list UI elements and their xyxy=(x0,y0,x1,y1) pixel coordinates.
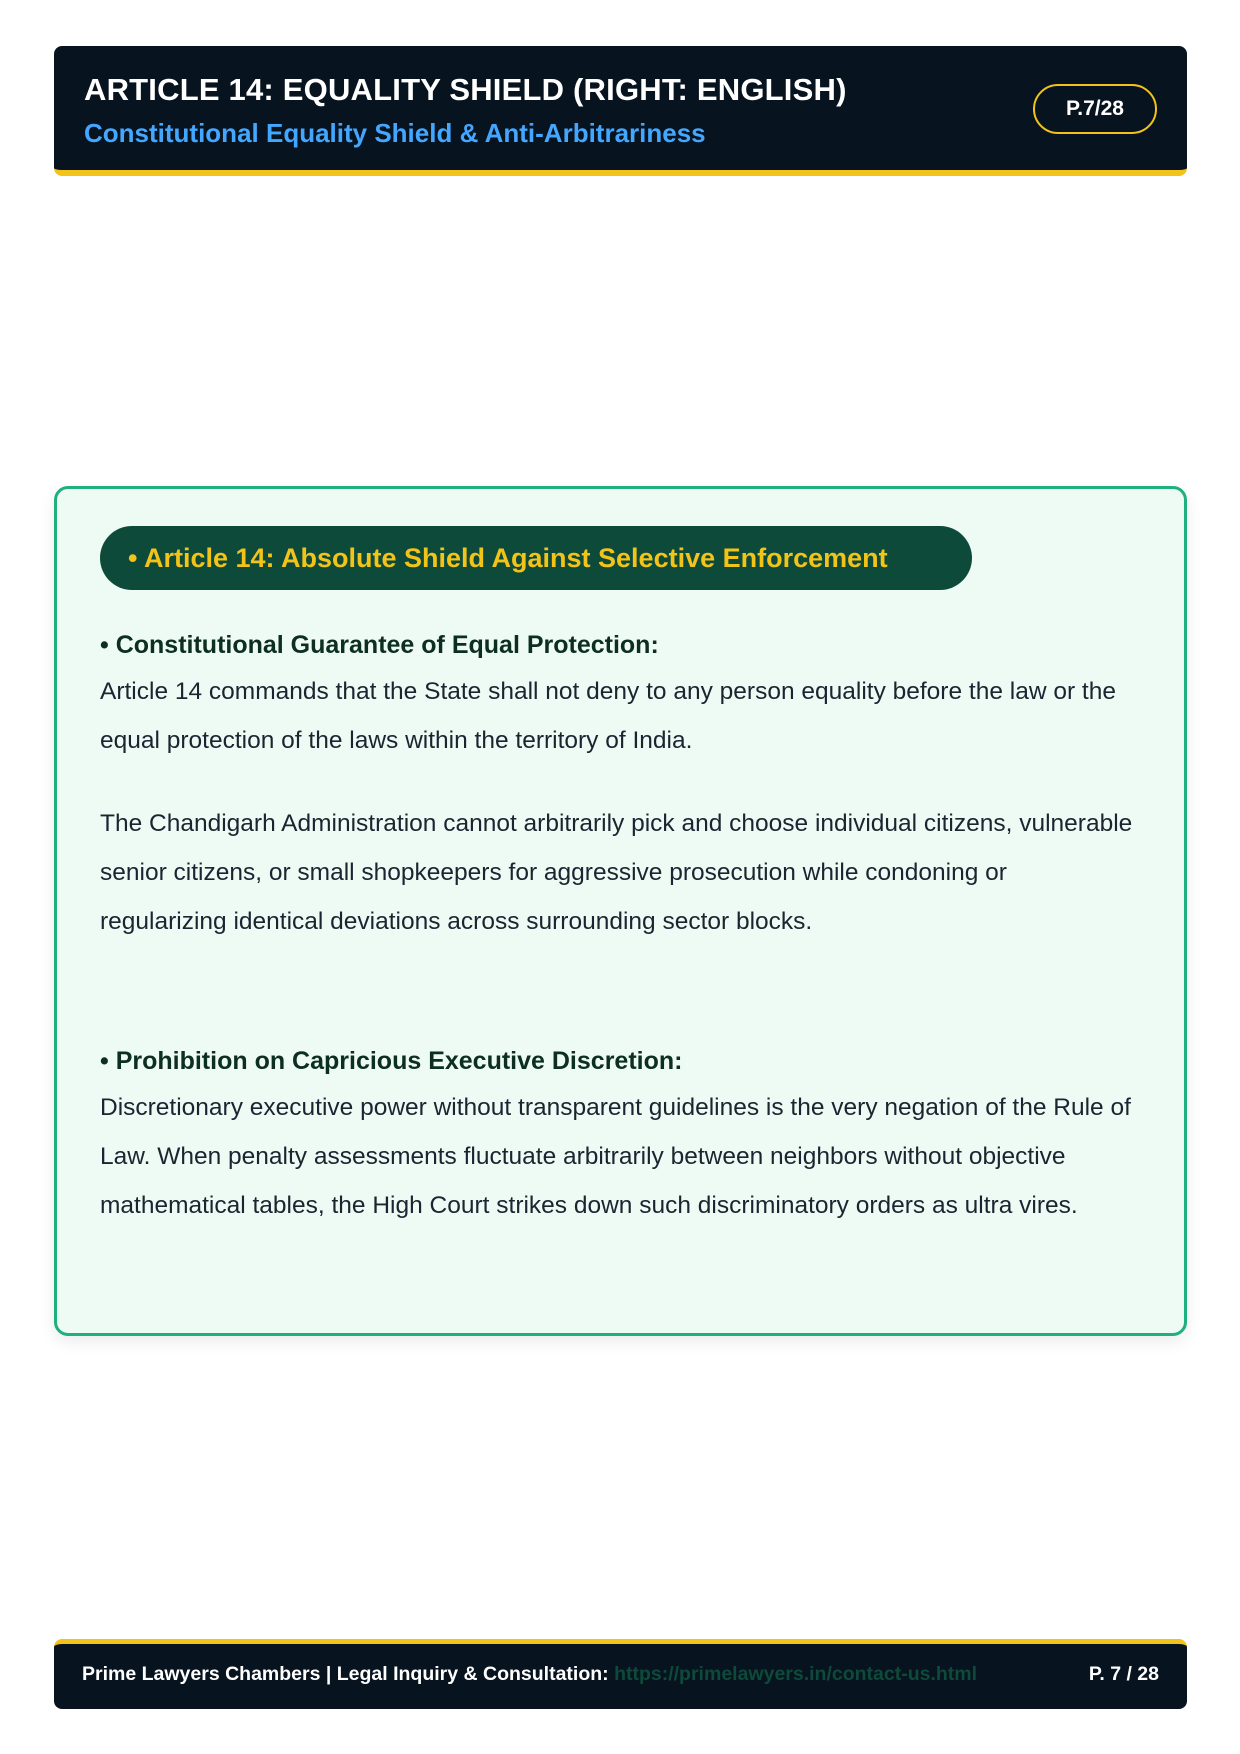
page-subtitle: Constitutional Equality Shield & Anti-Arbitrariness xyxy=(84,118,706,148)
paragraph-capricious-discretion: Discretionary executive power without transparent guidelines is the very negation of the Rule of Law. When penalty assessments fluctuate arbitrarily between neighbors without objective mathematical tables, the High Court strikes down such discriminatory orders as ultra vires. xyxy=(100,1094,1131,1219)
footer-label: Prime Lawyers Chambers | Legal Inquiry & Consultation: xyxy=(82,1663,609,1685)
section-banner xyxy=(100,526,972,590)
section-heading-equal-protection: • Constitutional Guarantee of Equal Protection: xyxy=(100,631,659,659)
page-title: ARTICLE 14: EQUALITY SHIELD (RIGHT: ENGLISH) xyxy=(84,72,847,107)
section-heading-capricious-discretion: • Prohibition on Capricious Executive Discretion: xyxy=(100,1047,683,1075)
page-footer xyxy=(54,1639,1187,1709)
footer-contact-link[interactable]: https://primelawyers.in/contact-us.html xyxy=(614,1663,978,1685)
section-banner-label: • Article 14: Absolute Shield Against Selective Enforcement xyxy=(128,542,888,573)
page-header xyxy=(54,46,1187,176)
paragraph-equal-protection-2: The Chandigarh Administration cannot arbitrarily pick and choose individual citizens, vulnerable senior citizens, or small shopkeepers for aggressive prosecution while condoning or regularizing identical deviations across surrounding sector blocks. xyxy=(100,810,1133,935)
page-number-badge xyxy=(1033,84,1157,134)
content-card xyxy=(54,486,1187,1336)
footer-credit xyxy=(82,1663,977,1686)
paragraph-equal-protection-1: Article 14 commands that the State shall not deny to any person equality before the law or the equal protection of the laws within the territory of India. xyxy=(100,678,1116,754)
page-number-badge-label: P.7/28 xyxy=(1065,97,1124,120)
footer-page-number: P. 7 / 28 xyxy=(1088,1663,1159,1685)
